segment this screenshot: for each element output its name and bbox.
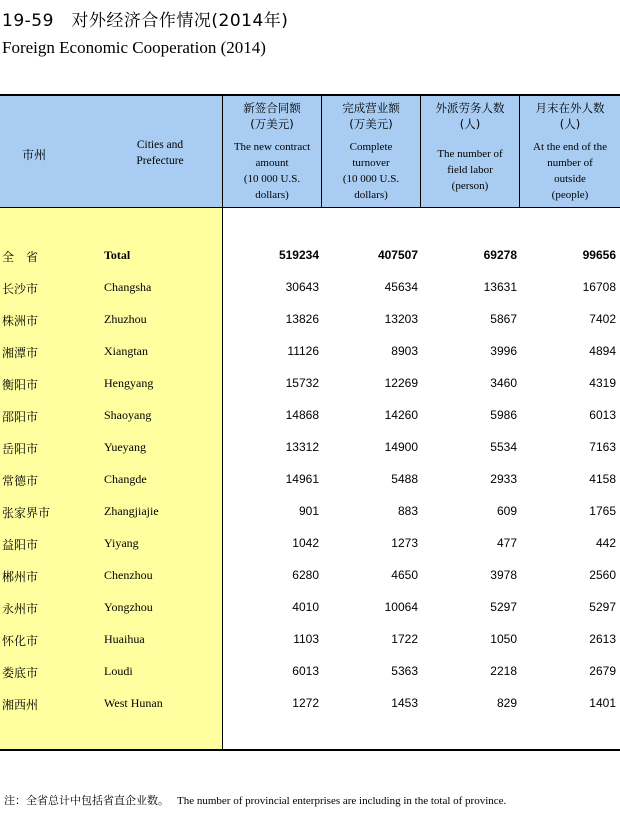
new-contract-value: 1103 (293, 632, 319, 646)
new-contract-value: 1272 (292, 696, 319, 710)
table-title-en: Foreign Economic Cooperation (2014) (2, 38, 266, 57)
header-rule (0, 207, 620, 208)
field-labor-value: 3460 (490, 376, 517, 390)
header-line: (person) (451, 180, 489, 192)
header-line: 月末在外人数 (535, 101, 605, 115)
field-labor-value: 2933 (490, 472, 517, 486)
outside-people-value: 2560 (589, 568, 616, 582)
city-name-cn: 张家界市 (2, 506, 51, 520)
header-line: 新签合同额 (243, 101, 301, 115)
turnover-value: 14260 (384, 408, 418, 422)
city-name-cn: 湘潭市 (2, 346, 39, 360)
outside-people-value: 2679 (589, 664, 616, 678)
field-labor-value: 5297 (490, 600, 517, 614)
new-contract-value: 14868 (285, 408, 319, 422)
city-name-cn: 岳阳市 (2, 442, 39, 456)
header-new-contract (223, 100, 321, 203)
city-name-cn: 长沙市 (2, 282, 39, 296)
turnover-value: 14900 (384, 440, 418, 454)
header-city-en (100, 137, 220, 169)
field-labor-value: 3978 (490, 568, 517, 582)
field-labor-value: 13631 (483, 280, 517, 294)
table-row (0, 312, 620, 344)
header-line: number of (547, 157, 593, 169)
turnover-value: 1273 (391, 536, 418, 550)
turnover-value: 12269 (384, 376, 418, 390)
field-labor-value: 5867 (490, 312, 517, 326)
table-row (0, 600, 620, 632)
city-name-en: Yiyang (104, 536, 139, 550)
header-line: (people) (551, 189, 589, 201)
turnover-value: 5363 (391, 664, 418, 678)
field-labor-value: 1050 (490, 632, 517, 646)
city-name-en: Yueyang (104, 440, 146, 454)
city-name-cn: 湘西州 (2, 698, 39, 712)
header-city-en-line: Cities and (136, 139, 184, 151)
field-labor-value: 829 (496, 696, 517, 710)
field-labor-value: 5534 (490, 440, 517, 454)
outside-people-value: 16708 (582, 280, 616, 294)
city-name-en: Loudi (104, 664, 133, 678)
city-name-cn: 邵阳市 (2, 410, 39, 424)
outside-people-value: 4158 (589, 472, 616, 486)
outside-people-value: 7163 (589, 440, 616, 454)
table-row (0, 696, 620, 728)
header-line: 外派劳务人数 (435, 101, 505, 115)
table-row (0, 280, 620, 312)
footnote-cn: 注：全省总计中包括省直企业数。 (4, 794, 169, 807)
turnover-value: 10064 (384, 600, 418, 614)
header-line: (万美元) (349, 117, 393, 131)
header-line: (万美元) (250, 117, 294, 131)
new-contract-value: 13826 (285, 312, 319, 326)
outside-people-value: 4894 (589, 344, 616, 358)
new-contract-value: 1042 (292, 536, 319, 550)
turnover-value: 1722 (391, 632, 418, 646)
header-line: (10 000 U.S. (243, 173, 301, 185)
city-name-en: Chenzhou (104, 568, 153, 582)
city-name-cn: 常德市 (2, 474, 39, 488)
outside-people-value: 5297 (589, 600, 616, 614)
table-row (0, 472, 620, 504)
table-row (0, 504, 620, 536)
new-contract-value: 6013 (292, 664, 319, 678)
header-line: turnover (352, 157, 390, 169)
header-line: dollars) (255, 189, 289, 201)
city-name-cn: 全 省 (2, 250, 39, 264)
city-name-cn: 衡阳市 (2, 378, 39, 392)
city-name-en: Hengyang (104, 376, 154, 390)
outside-people-value: 6013 (589, 408, 616, 422)
table-row (0, 376, 620, 408)
field-labor-value: 2218 (490, 664, 517, 678)
turnover-value: 8903 (391, 344, 418, 358)
header-line: dollars) (354, 189, 388, 201)
header-city-cn: 市州 (22, 148, 47, 162)
table-row (0, 568, 620, 600)
new-contract-value: 4010 (292, 600, 319, 614)
new-contract-value: 14961 (285, 472, 319, 486)
footnote-en: The number of provincial enterprises are including in the total of province. (177, 795, 507, 807)
city-name-en: Xiangtan (104, 344, 148, 358)
field-labor-value: 477 (496, 536, 517, 550)
turnover-value: 5488 (391, 472, 418, 486)
city-name-en: Yongzhou (104, 600, 153, 614)
header-line: Complete (349, 141, 393, 153)
field-labor-value: 69278 (483, 248, 517, 262)
table-row (0, 536, 620, 568)
table-row (0, 440, 620, 472)
city-name-en: Total (104, 248, 131, 262)
turnover-value: 883 (397, 504, 418, 518)
header-line: 完成营业额 (342, 101, 400, 115)
new-contract-value: 11126 (287, 344, 319, 358)
turnover-value: 407507 (377, 248, 418, 262)
city-name-cn: 永州市 (2, 602, 39, 616)
header-turnover (322, 100, 420, 203)
city-name-cn: 郴州市 (2, 570, 39, 584)
outside-people-value: 1765 (589, 504, 616, 518)
turnover-value: 1453 (391, 696, 418, 710)
city-name-en: Changsha (104, 280, 152, 294)
top-rule (0, 94, 620, 96)
field-labor-value: 609 (496, 504, 517, 518)
table-row (0, 344, 620, 376)
outside-people-value: 442 (595, 536, 616, 550)
header-line: The new contract (233, 141, 311, 153)
city-name-cn: 株洲市 (2, 314, 39, 328)
header-city-en-line: Prefecture (136, 155, 184, 167)
turnover-value: 4650 (391, 568, 418, 582)
outside-people-value: 99656 (582, 248, 616, 262)
table-row-total (0, 248, 620, 280)
header-line: The number of (437, 148, 503, 160)
header-line: At the end of the (533, 141, 607, 153)
new-contract-value: 30643 (285, 280, 319, 294)
field-labor-value: 3996 (490, 344, 517, 358)
table-row (0, 632, 620, 664)
outside-people-value: 1401 (589, 696, 616, 710)
new-contract-value: 519234 (278, 248, 319, 262)
city-name-en: Huaihua (104, 632, 145, 646)
new-contract-value: 901 (298, 504, 319, 518)
turnover-value: 13203 (384, 312, 418, 326)
city-name-cn: 娄底市 (2, 666, 39, 680)
table-title-cn: 19-59 对外经济合作情况(2014年) (2, 11, 289, 31)
city-name-en: Zhangjiajie (104, 504, 159, 518)
outside-people-value: 2613 (589, 632, 616, 646)
outside-people-value: 7402 (589, 312, 616, 326)
city-name-en: Zhuzhou (104, 312, 147, 326)
header-field-labor (421, 100, 519, 194)
header-line: (10 000 U.S. (342, 173, 400, 185)
header-line: amount (255, 157, 289, 169)
table-row (0, 664, 620, 696)
field-labor-value: 5986 (490, 408, 517, 422)
turnover-value: 45634 (384, 280, 418, 294)
city-name-cn: 益阳市 (2, 538, 39, 552)
bottom-rule (0, 749, 620, 751)
new-contract-value: 15732 (285, 376, 319, 390)
city-name-cn: 怀化市 (2, 634, 39, 648)
table-row (0, 408, 620, 440)
new-contract-value: 13312 (285, 440, 319, 454)
city-name-en: Shaoyang (104, 408, 152, 422)
new-contract-value: 6280 (292, 568, 319, 582)
city-name-en: West Hunan (104, 696, 163, 710)
header-line: (人) (559, 117, 581, 131)
city-name-en: Changde (104, 472, 147, 486)
header-line: outside (554, 173, 586, 185)
footnote (4, 792, 506, 808)
outside-people-value: 4319 (589, 376, 616, 390)
header-line: (人) (459, 117, 481, 131)
header-outside-people (520, 100, 620, 203)
header-line: field labor (447, 164, 493, 176)
